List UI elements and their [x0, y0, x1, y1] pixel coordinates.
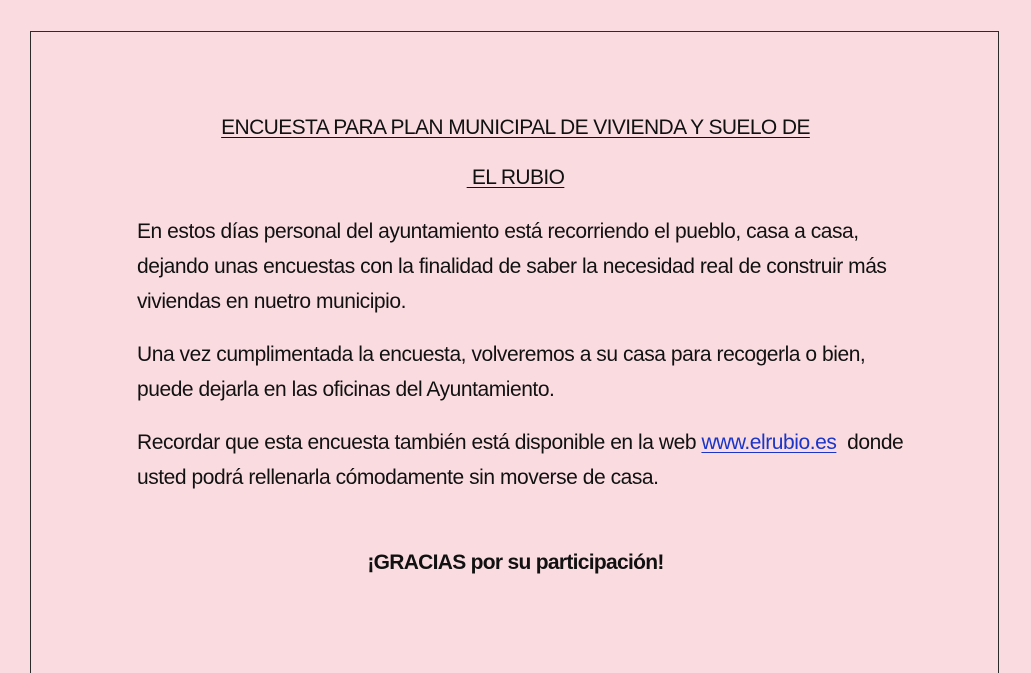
paragraph-web-availability [137, 425, 907, 495]
document-title-line2: EL RUBIO [466, 166, 565, 189]
document-title-line1: ENCUESTA PARA PLAN MUNICIPAL DE VIVIENDA Y SUELO DE [221, 116, 810, 139]
paragraph-survey-intro: En estos días personal del ayuntamiento está recorriendo el pueblo, casa a casa, dejando unas encuestas con la finalidad de saber la necesidad real de construir más viviendas en nuetro municipio. [137, 220, 887, 313]
website-link[interactable]: www.elrubio.es [701, 431, 837, 454]
thanks-message: ¡GRACIAS por su participación! [367, 551, 664, 574]
paragraph-web-text-after: donde usted podrá rellenarla cómodamente sin moverse de casa. [137, 431, 909, 489]
paragraph-collection-info: Una vez cumplimentada la encuesta, volveremos a su casa para recogerla o bien, puede dejarla en las oficinas del Ayuntamiento. [137, 343, 866, 401]
paragraph-web-text-before: Recordar que esta encuesta también está disponible en la web [137, 431, 702, 454]
